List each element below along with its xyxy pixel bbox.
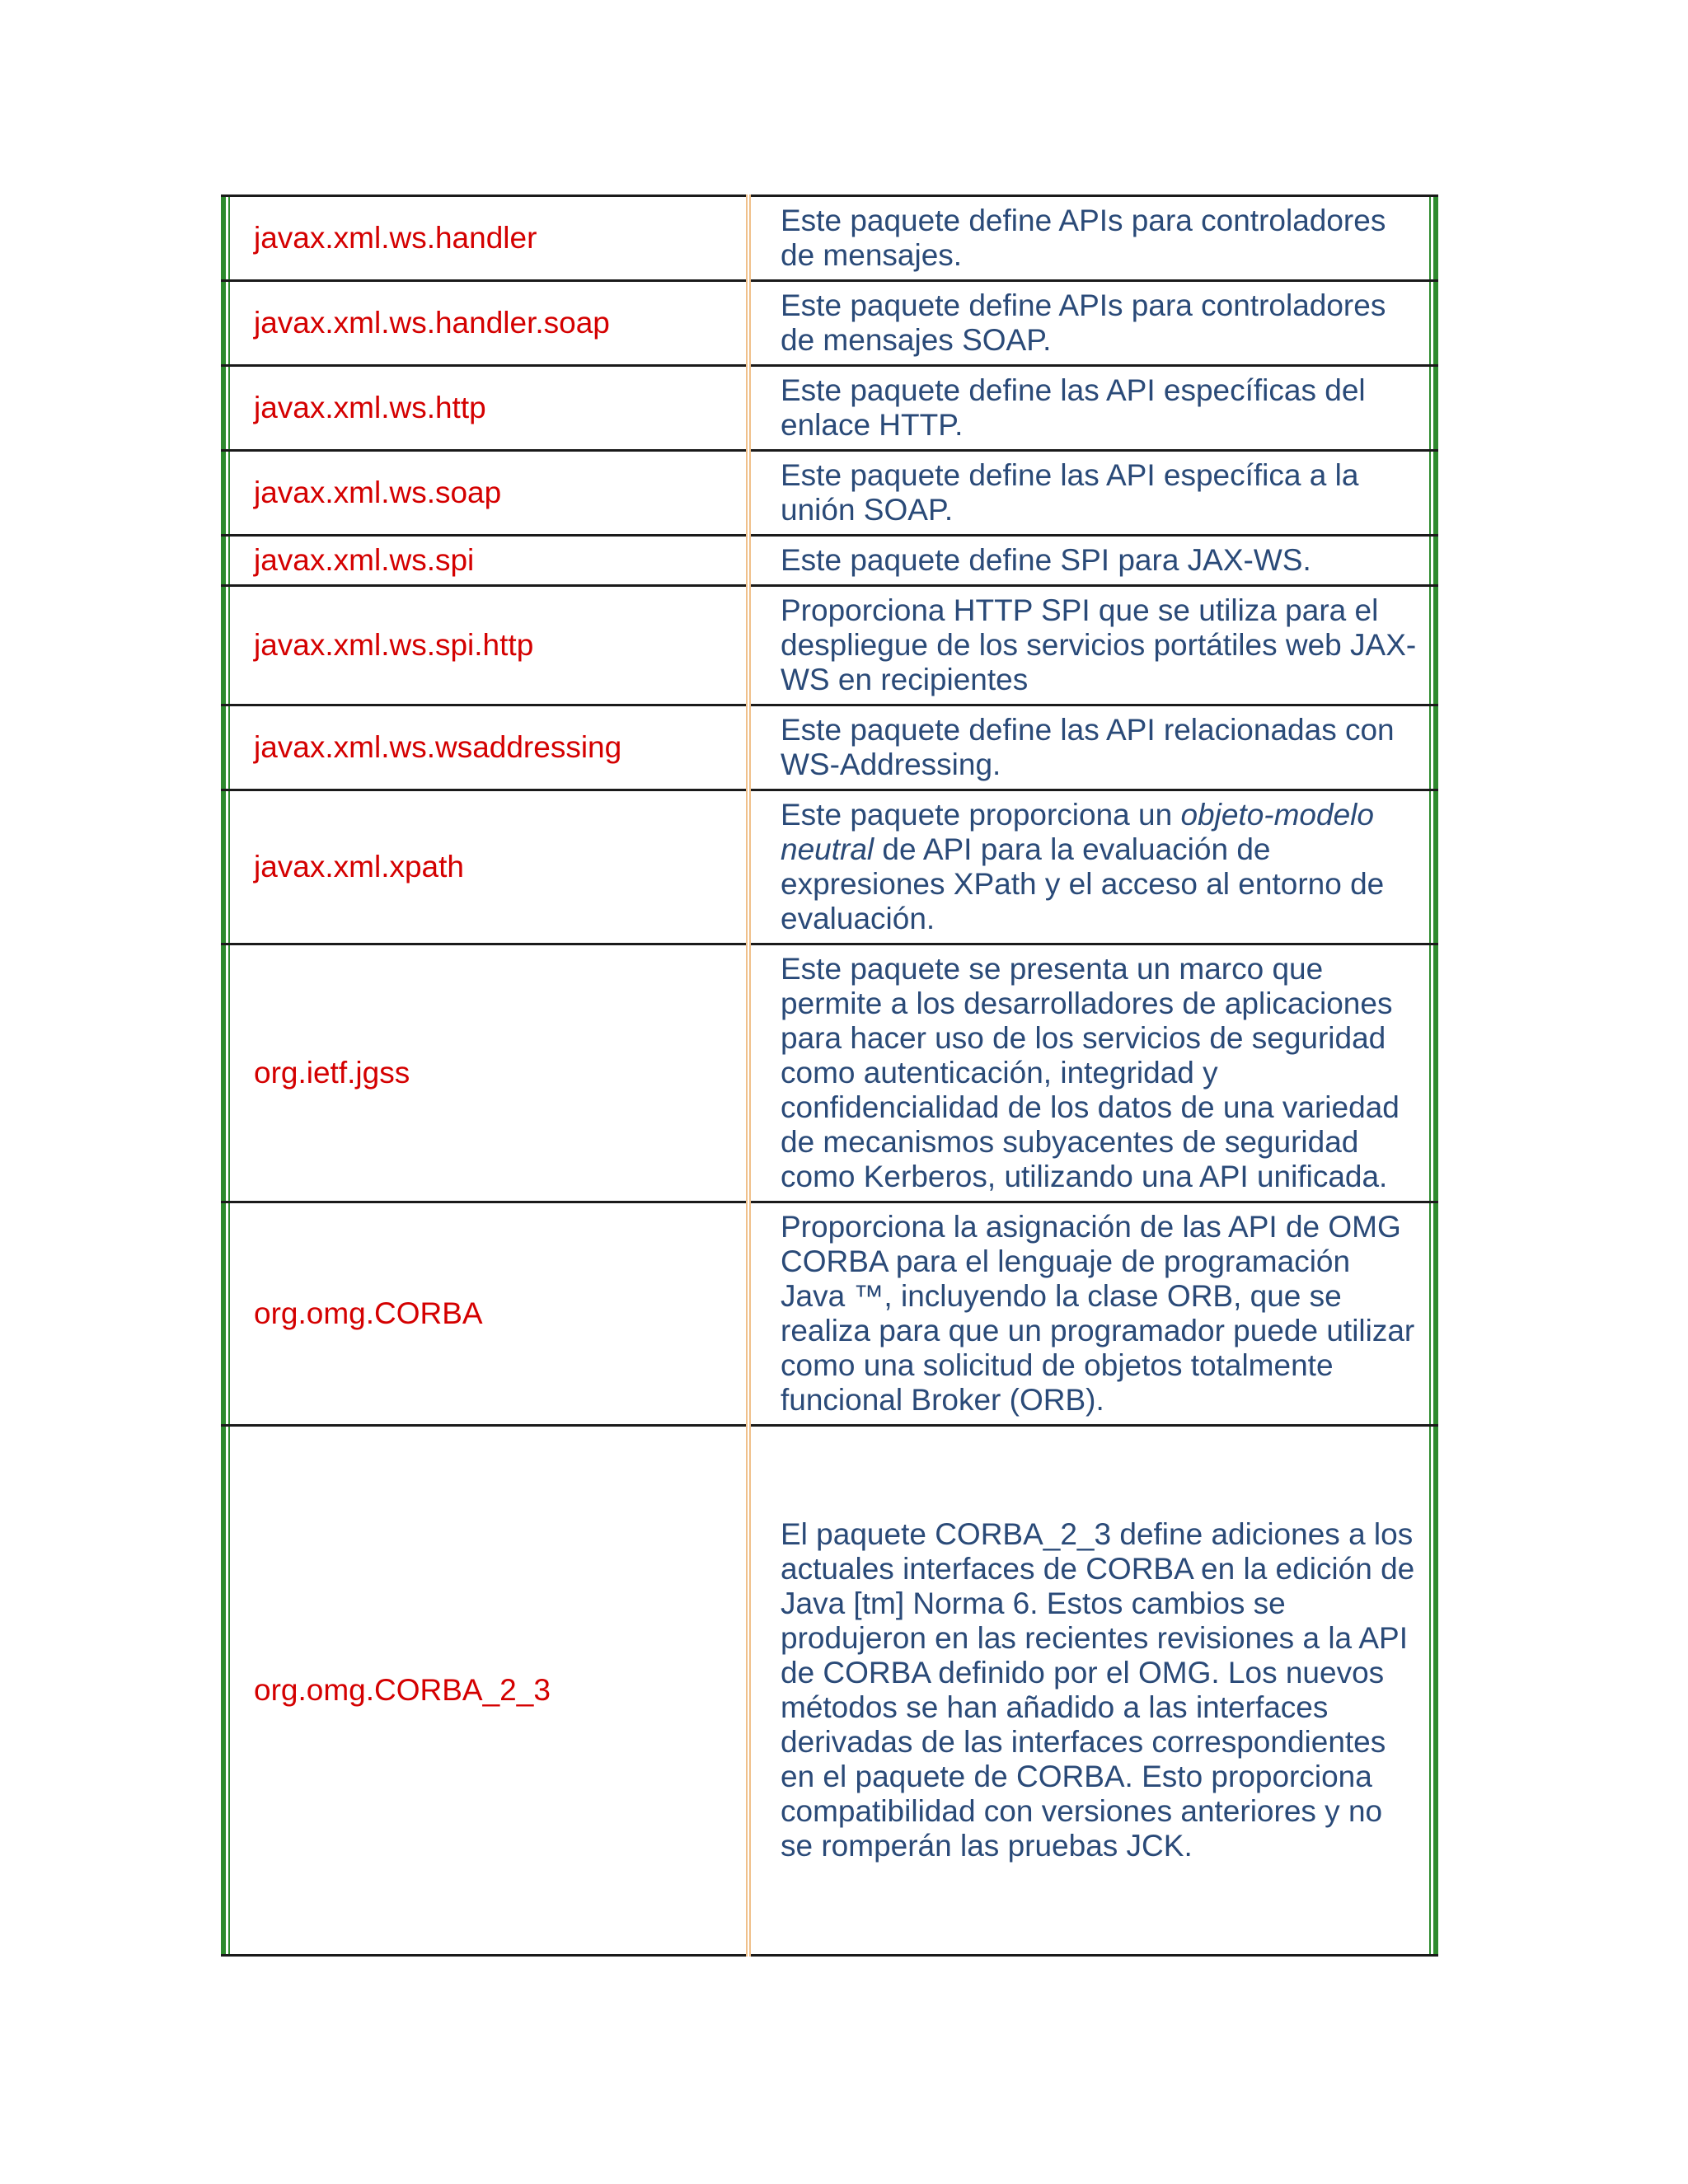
package-name: javax.xml.ws.wsaddressing [254, 730, 622, 764]
package-name: org.ietf.jgss [254, 1056, 410, 1090]
package-name: javax.xml.xpath [254, 850, 464, 883]
table-row [221, 451, 1438, 536]
package-description: Este paquete define APIs para controladores de mensajes SOAP. [748, 281, 1438, 366]
table-row [221, 536, 1438, 586]
package-name: javax.xml.ws.handler [254, 221, 537, 255]
description-part: de API para la evaluación de expresiones XPath y el acceso al entorno de evaluación. [781, 832, 1385, 935]
table-row [221, 790, 1438, 944]
package-description: Este paquete define las API relacionadas con WS-Addressing. [748, 705, 1438, 790]
package-name: javax.xml.ws.soap [254, 476, 502, 509]
package-table [221, 194, 1438, 1957]
package-description: Este paquete define las API específicas del enlace HTTP. [748, 366, 1438, 451]
table-row [221, 586, 1438, 705]
package-description: El paquete CORBA_2_3 define adiciones a los actuales interfaces de CORBA en la edición de Java [tm] Norma 6. Estos cambios se produjeron en las recientes revisiones a la API de CORBA definido por el OMG. Los nuevos métodos se han añadido a las interfaces derivadas de las interfaces correspondientes en el paquete de CORBA. Esto proporciona compatibilidad con versiones anteriores y no se romperán las pruebas JCK. [748, 1426, 1438, 1956]
table-row [221, 1202, 1438, 1426]
package-description: Este paquete define las API específica a la unión SOAP. [748, 451, 1438, 536]
package-name: javax.xml.ws.spi [254, 543, 475, 577]
package-name: org.omg.CORBA [254, 1296, 483, 1330]
package-description: Este paquete define SPI para JAX-WS. [748, 536, 1438, 586]
package-description [748, 790, 1438, 944]
package-description: Proporciona la asignación de las API de OMG CORBA para el lenguaje de programación Java ™, incluyendo la clase ORB, que se realiza para que un programador puede utilizar como una solicitud de objetos totalmente funcional Broker (ORB). [748, 1202, 1438, 1426]
package-name: javax.xml.ws.spi.http [254, 628, 534, 662]
table-row [221, 1426, 1438, 1956]
package-description: Proporciona HTTP SPI que se utiliza para el despliegue de los servicios portátiles web JAX-WS en recipientes [748, 586, 1438, 705]
package-description: Este paquete define APIs para controladores de mensajes. [748, 196, 1438, 281]
table-row [221, 196, 1438, 281]
table-row [221, 281, 1438, 366]
package-name: javax.xml.ws.handler.soap [254, 306, 610, 340]
description-emphasis: objeto-modelo neutral [781, 798, 1374, 866]
table-row [221, 705, 1438, 790]
package-description: Este paquete se presenta un marco que permite a los desarrolladores de aplicaciones para hacer uso de los servicios de seguridad como autenticación, integridad y confidencialidad de los datos de una variedad de mecanismos subyacentes de seguridad como Kerberos, utilizando una API unificada. [748, 944, 1438, 1202]
table-row [221, 944, 1438, 1202]
description-part: Este paquete proporciona un [781, 798, 1181, 832]
package-name: org.omg.CORBA_2_3 [254, 1673, 551, 1707]
package-name: javax.xml.ws.http [254, 391, 486, 424]
table-row [221, 366, 1438, 451]
